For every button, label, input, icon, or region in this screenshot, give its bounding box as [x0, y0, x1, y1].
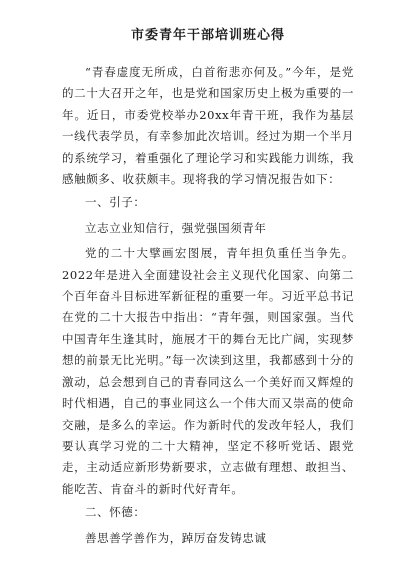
section-1-heading: 一、引子： [85, 195, 146, 210]
intro-paragraph: “青春虚度无所成，白首衔悲亦何及。”今年，是党的二十大召开之年，也是党和国家历史上极为重要的一年。近日，市委党校举办20xx年青干班，我作为基层一线代表学员，有幸参加此次培训。经过为期一个半月的系统学习，着重强化了理论学习和实践能力训练，我感触颇多、收获颇丰。现将我的学习情况报告如下： [62, 65, 354, 187]
section-2-heading: 二、怀德： [85, 505, 146, 520]
section-2-subheading: 善思善学善作为，踔厉奋发铸忠诚 [85, 530, 267, 545]
section-1-subheading: 立志立业知信行，强党强国须青年 [85, 220, 267, 235]
document-title: 市委青年干部培训班心得 [130, 28, 285, 43]
section-1-paragraph: 党的二十大擘画宏图展，青年担负重任当争先。2022年是进入全面建设社会主义现代化国家、向第二个百年奋斗目标进军新征程的重要一年。习近平总书记在党的二十大报告中指出：“青年强，则国家强。当代中国青年生逢其时，施展才干的舞台无比广阔，实现梦想的前景无比光明。”每一次读到这里，我都感到十分的激动，总会想到自己的青春同这么一个美好而又辉煌的时代相遇，自己的事业同这么一个伟大而又崇高的使命交融，是多么的幸运。作为新时代的发改年轻人，我们要认真学习党的二十大精神，坚定不移听党话、跟党走，主动适应新形势新要求，立志做有理想、敢担当、能吃苦、肯奋斗的新时代好青年。 [62, 246, 354, 496]
